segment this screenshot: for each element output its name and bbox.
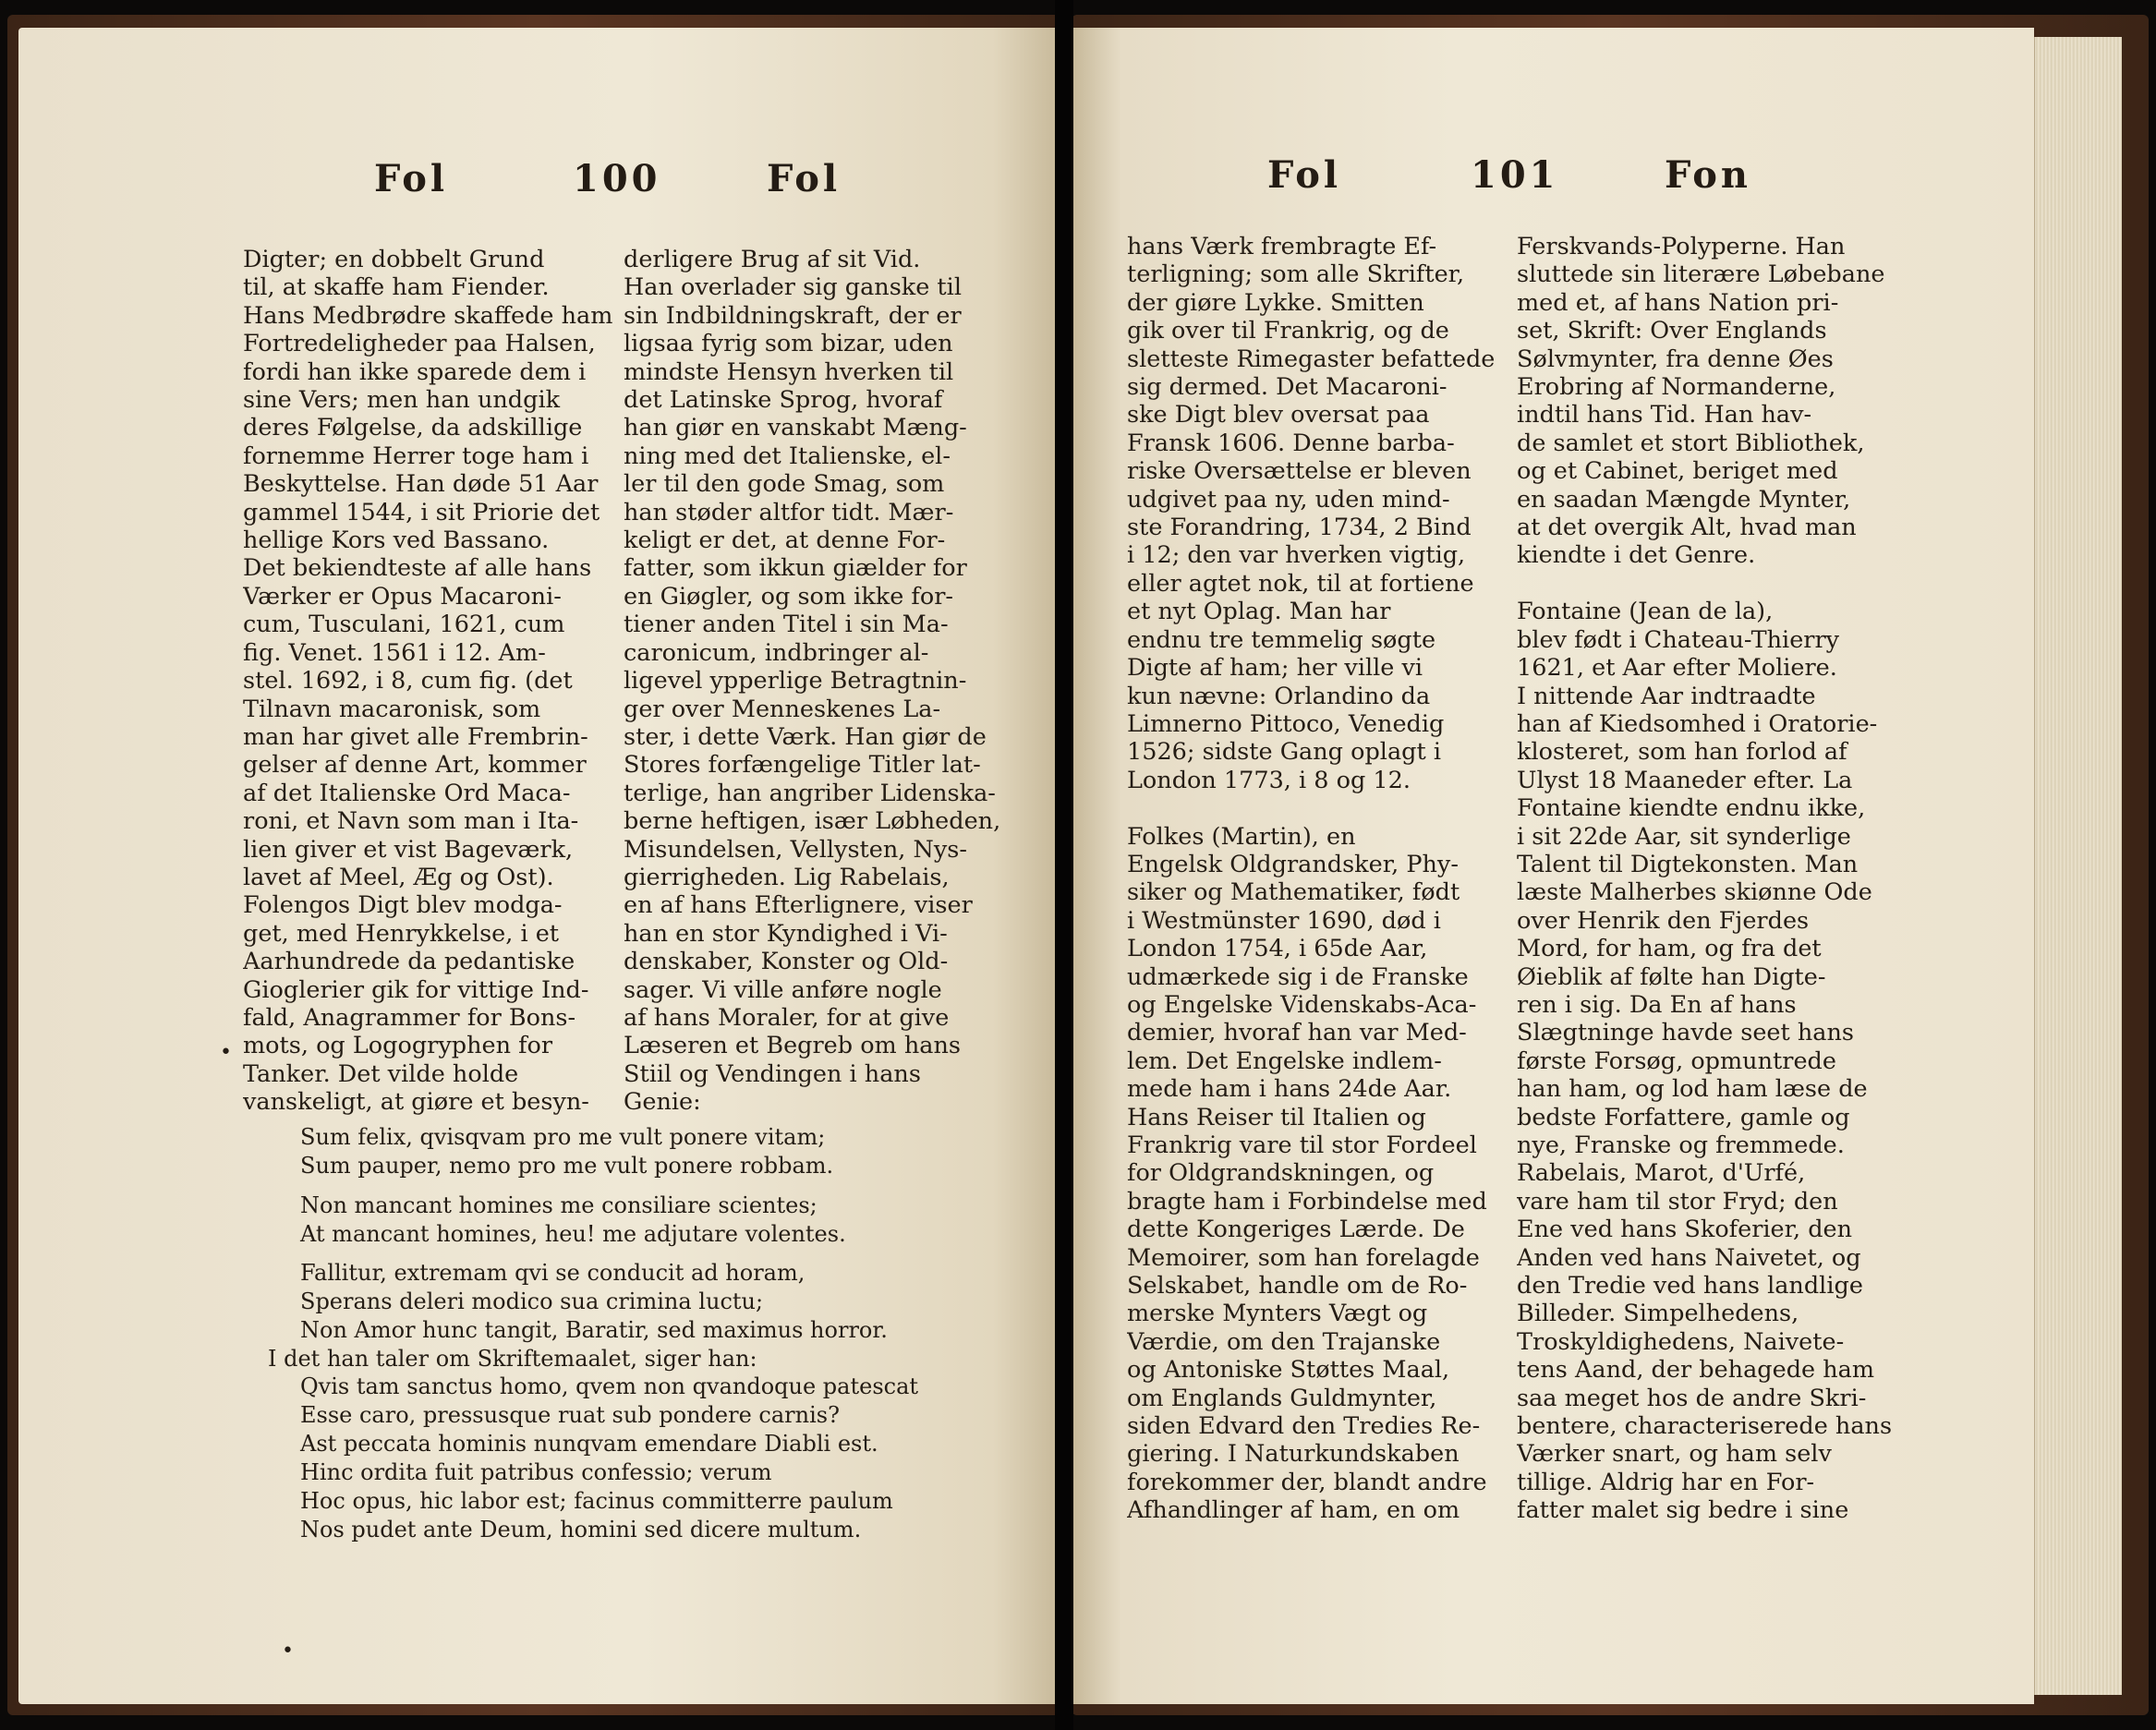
text-line: fatter malet sig bedre i sine	[1517, 1496, 1849, 1525]
text-line: gelser af denne Art, kommer	[243, 751, 587, 780]
text-line: han en stor Kyndighed i Vi-	[624, 919, 948, 948]
text-line: første Forsøg, opmuntrede	[1517, 1046, 1836, 1075]
text-line: indtil hans Tid. Han hav-	[1517, 401, 1812, 429]
text-line: get, med Henrykkelse, i et	[243, 919, 560, 948]
text-line: fig. Venet. 1561 i 12. Am-	[243, 638, 546, 667]
page-block-edge	[2034, 37, 2122, 1695]
text-line: af det Italienske Ord Maca-	[243, 779, 571, 807]
text-line: Engelsk Oldgrandsker, Phy-	[1127, 850, 1459, 878]
text-line: han af Kiedsomhed i Oratorie-	[1517, 709, 1878, 738]
text-line: Aarhundrede da pedantiske	[243, 948, 575, 976]
verse-block-4	[300, 1373, 918, 1544]
text-line: Værker snart, og ham selv	[1517, 1440, 1832, 1469]
text-line: kun nævne: Orlandino da	[1127, 682, 1431, 710]
text-line: fordi han ikke sparede dem i	[243, 357, 587, 386]
text-line: fatter, som ikkun giælder for	[624, 554, 967, 583]
text-line: ren i sig. Da En af hans	[1517, 990, 1797, 1019]
text-line: blev født i Chateau-Thierry	[1517, 625, 1840, 654]
text-line: Troskyldighedens, Naivete-	[1517, 1327, 1845, 1356]
text-line: sager. Vi ville anføre nogle	[624, 975, 942, 1004]
text-line: Billeder. Simpelhedens,	[1517, 1300, 1799, 1328]
text-line: Han overlader sig ganske til	[624, 273, 962, 302]
text-line: Læseren et Begreb om hans	[624, 1032, 961, 1060]
text-line: en Giøgler, og som ikke for-	[624, 582, 954, 611]
text-line: udmærkede sig i de Franske	[1127, 962, 1469, 991]
left-page-column-1	[243, 246, 620, 1117]
text-line: Fransk 1606. Denne barba-	[1127, 429, 1455, 457]
text-line: forekommer der, blandt andre	[1127, 1468, 1487, 1496]
text-line: mede ham i hans 24de Aar.	[1127, 1075, 1452, 1104]
text-line: gierrigheden. Lig Rabelais,	[624, 863, 950, 891]
verse-line: Sum felix, qvisqvam pro me vult ponere vitam;	[300, 1124, 826, 1150]
verse-line: Ast peccata hominis nunqvam emendare Diabli est.	[300, 1431, 878, 1457]
text-line: det Latinske Sprog, hvoraf	[624, 386, 943, 415]
text-line: Limnerno Pittoco, Venedig	[1127, 709, 1445, 738]
text-line: fornemme Herrer toge ham i	[243, 442, 589, 470]
text-line: Slægtninge havde seet hans	[1517, 1019, 1854, 1047]
text-line: Tanker. Det vilde holde	[243, 1059, 519, 1088]
text-line: man har givet alle Frembrin-	[243, 722, 588, 751]
text-line: Sølvmynter, fra denne Øes	[1517, 345, 1834, 373]
text-line: Hans Medbrødre skaffede ham	[243, 301, 613, 330]
left-page-number: 100	[573, 157, 661, 200]
text-line: med et, af hans Nation pri-	[1517, 288, 1839, 317]
text-line: Fortredeligheder paa Halsen,	[243, 330, 596, 358]
text-line: vare ham til stor Fryd; den	[1517, 1187, 1838, 1216]
book-gutter	[1055, 0, 1073, 1730]
text-line: Frankrig vare til stor Fordeel	[1127, 1131, 1477, 1159]
text-line: Fontaine (Jean de la),	[1517, 598, 1774, 626]
right-page-header	[1073, 153, 2034, 218]
text-line: demier, hvoraf han var Med-	[1127, 1019, 1467, 1047]
text-line: Gioglerier gik for vittige Ind-	[243, 975, 589, 1004]
left-page-header	[18, 157, 1055, 222]
text-line: sin Indbildningskraft, der er	[624, 301, 962, 330]
text-line: og et Cabinet, beriget med	[1517, 457, 1838, 486]
text-line: Værker er Opus Macaroni-	[243, 582, 562, 611]
text-line: udgivet paa ny, uden mind-	[1127, 485, 1450, 514]
text-line: Folengos Digt blev modga-	[243, 891, 563, 920]
verse-block-2	[300, 1192, 846, 1249]
text-line: ste Forandring, 1734, 2 Bind	[1127, 514, 1472, 542]
text-line: roni, et Navn som man i Ita-	[243, 807, 579, 836]
text-line: derligere Brug af sit Vid.	[624, 246, 921, 273]
text-line: i sit 22de Aar, sit synderlige	[1517, 822, 1851, 851]
text-line: lien giver et vist Bageværk,	[243, 835, 574, 864]
text-line	[1517, 570, 1905, 598]
text-line: lavet af Meel, Æg og Ost).	[243, 863, 554, 891]
verse-line: Sperans deleri modico sua crimina luctu;	[300, 1288, 764, 1314]
text-line: klosteret, som han forlod af	[1517, 738, 1847, 767]
text-line: set, Skrift: Over Englands	[1517, 317, 1827, 345]
verse-line: Non Amor hunc tangit, Baratir, sed maximus horror.	[300, 1317, 888, 1343]
text-line: 1526; sidste Gang oplagt i	[1127, 738, 1441, 767]
text-line: i 12; den var hverken vigtig,	[1127, 541, 1466, 570]
text-line: Erobring af Normanderne,	[1517, 373, 1836, 402]
text-line: endnu tre temmelig søgte	[1127, 625, 1436, 654]
verse-line: At mancant homines, heu! me adjutare volentes.	[300, 1221, 846, 1247]
text-line: eller agtet nok, til at fortiene	[1127, 569, 1474, 598]
verse-block-1	[300, 1123, 833, 1180]
text-line: tiener anden Titel i sin Ma-	[624, 611, 949, 639]
text-line: hans Værk frembragte Ef-	[1127, 233, 1437, 260]
text-line: gammel 1544, i sit Priorie det	[243, 498, 600, 526]
verse-line: Hoc opus, hic labor est; facinus committerre paulum	[300, 1488, 893, 1514]
text-line: ligevel ypperlige Betragtnin-	[624, 667, 967, 696]
text-line: vanskeligt, at giøre et besyn-	[243, 1088, 589, 1117]
text-line: en saadan Mængde Mynter,	[1517, 485, 1851, 514]
text-line: Ulyst 18 Maaneder efter. La	[1517, 766, 1853, 794]
text-line: riske Oversættelse er bleven	[1127, 457, 1472, 486]
right-page	[1073, 28, 2034, 1704]
text-line: mots, og Logogryphen for	[243, 1032, 553, 1060]
text-line: læste Malherbes skiønne Ode	[1517, 878, 1872, 907]
text-line: Digter; en dobbelt Grund	[243, 246, 545, 273]
text-line: 1621, et Aar efter Moliere.	[1517, 654, 1837, 683]
text-line: Genie:	[624, 1088, 701, 1117]
text-line: London 1773, i 8 og 12.	[1127, 766, 1411, 794]
text-line: et nyt Oplag. Man har	[1127, 598, 1391, 626]
text-line: giering. I Naturkundskaben	[1127, 1440, 1460, 1469]
text-line: nye, Franske og fremmede.	[1517, 1131, 1845, 1159]
prose-intro-line	[268, 1345, 757, 1373]
text-line: hellige Kors ved Bassano.	[243, 526, 550, 555]
text-line: der giøre Lykke. Smitten	[1127, 288, 1424, 317]
text-line: Afhandlinger af ham, en om	[1127, 1496, 1460, 1525]
verse-line: Qvis tam sanctus homo, qvem non qvandoque patescat	[300, 1373, 919, 1399]
text-line: I nittende Aar indtraadte	[1517, 682, 1816, 710]
text-line: Værdie, om den Trajanske	[1127, 1327, 1441, 1356]
text-line: siker og Mathematiker, født	[1127, 878, 1460, 907]
text-line: og Antoniske Støttes Maal,	[1127, 1356, 1450, 1385]
text-line: bedste Forfattere, gamle og	[1517, 1103, 1850, 1131]
verse-line: Hinc ordita fuit patribus confessio; verum	[300, 1459, 772, 1485]
text-line: siden Edvard den Tredies Re-	[1127, 1412, 1481, 1441]
text-line: berne heftigen, især Løbheden,	[624, 807, 1001, 836]
text-line: ster, i dette Værk. Han giør de	[624, 722, 987, 751]
text-line: sletteste Rimegaster befattede	[1127, 345, 1496, 373]
text-line: Tilnavn macaronisk, som	[243, 695, 541, 723]
text-line: ler til den gode Smag, som	[624, 470, 945, 499]
text-line: Rabelais, Marot, d'Urfé,	[1517, 1159, 1806, 1188]
verse-block-3	[300, 1259, 888, 1345]
text-line: Anden ved hans Naivetet, og	[1517, 1243, 1861, 1272]
left-page	[18, 28, 1055, 1704]
text-line	[1127, 794, 1496, 822]
text-line: ning med det Italienske, el-	[624, 442, 951, 470]
text-line: sine Vers; men han undgik	[243, 386, 561, 415]
text-line: bragte ham i Forbindelse med	[1127, 1187, 1487, 1216]
text-line: for Oldgrandskningen, og	[1127, 1159, 1435, 1188]
text-line: Fontaine kiendte endnu ikke,	[1517, 794, 1866, 823]
text-line: cum, Tusculani, 1621, cum	[243, 611, 565, 639]
right-page-column-2	[1517, 233, 1905, 1525]
text-line: han ham, og lod ham læse de	[1517, 1075, 1868, 1104]
text-line: tens Aand, der behagede ham	[1517, 1356, 1875, 1385]
text-line: London 1754, i 65de Aar,	[1127, 935, 1428, 963]
right-page-column-1	[1127, 233, 1496, 1525]
text-line: denskaber, Konster og Old-	[624, 948, 949, 976]
text-line: tillige. Aldrig har en For-	[1517, 1468, 1815, 1496]
text-line: Selskabet, handle om de Ro-	[1127, 1272, 1468, 1301]
text-line: keligt er det, at denne For-	[624, 526, 946, 555]
text-line: Mord, for ham, og fra det	[1517, 935, 1822, 963]
text-line: i Westmünster 1690, død i	[1127, 906, 1441, 935]
text-line: merske Mynters Vægt og	[1127, 1300, 1428, 1328]
text-line: sluttede sin literære Løbebane	[1517, 260, 1885, 289]
left-header-left-word: Fol	[374, 157, 449, 200]
left-header-right-word: Fol	[767, 157, 842, 200]
ink-mark: •	[220, 1041, 232, 1064]
text-line: Memoirer, som han forelagde	[1127, 1243, 1480, 1272]
text-line: Det bekiendteste af alle hans	[243, 554, 592, 583]
text-line: lem. Det Engelske indlem-	[1127, 1046, 1442, 1075]
text-line: terlige, han angriber Lidenska-	[624, 779, 996, 807]
verse-line: Sum pauper, nemo pro me vult ponere robbam.	[300, 1153, 834, 1179]
verse-line: Non mancant homines me consiliare scientes;	[300, 1192, 818, 1218]
text-line: Folkes (Martin), en	[1127, 822, 1356, 851]
verse-line: Esse caro, pressusque ruat sub pondere carnis?	[300, 1402, 840, 1428]
text-line: terligning; som alle Skrifter,	[1127, 260, 1465, 289]
text-line: af hans Moraler, for at give	[624, 1003, 950, 1032]
text-line: Ene ved hans Skoferier, den	[1517, 1216, 1853, 1244]
text-line: Ferskvands-Polyperne. Han	[1517, 233, 1846, 260]
text-line: og Engelske Videnskabs-Aca-	[1127, 990, 1477, 1019]
text-line: Talent til Digtekonsten. Man	[1517, 850, 1859, 878]
right-page-number: 101	[1471, 153, 1559, 197]
text-line: han giør en vanskabt Mæng-	[624, 414, 967, 442]
right-header-left-word: Fol	[1267, 153, 1342, 197]
left-page-column-2	[624, 246, 1019, 1117]
text-line: fald, Anagrammer for Bons-	[243, 1003, 576, 1032]
text-line: dette Kongeriges Lærde. De	[1127, 1216, 1465, 1244]
text-line: Øieblik af følte han Digte-	[1517, 962, 1826, 991]
text-line: den Tredie ved hans landlige	[1517, 1272, 1863, 1301]
text-line: Stiil og Vendingen i hans	[624, 1059, 921, 1088]
text-line: over Henrik den Fjerdes	[1517, 906, 1810, 935]
text-line: at det overgik Alt, hvad man	[1517, 514, 1857, 542]
text-line: saa meget hos de andre Skri-	[1517, 1384, 1867, 1412]
text-line: mindste Hensyn hverken til	[624, 357, 954, 386]
text-line: sig dermed. Det Macaroni-	[1127, 373, 1447, 402]
text-line: Digte af ham; her ville vi	[1127, 654, 1423, 683]
text-line: Misundelsen, Vellysten, Nys-	[624, 835, 967, 864]
text-line: ger over Menneskenes La-	[624, 695, 941, 723]
text-line: Hans Reiser til Italien og	[1127, 1103, 1426, 1131]
text-line: stel. 1692, i 8, cum fig. (det	[243, 667, 573, 696]
text-line: en af hans Efterlignere, viser	[624, 891, 973, 920]
right-header-right-word: Fon	[1665, 153, 1751, 197]
prose-line: I det han taler om Skriftemaalet, siger han:	[268, 1346, 757, 1372]
text-line: bentere, characteriserede hans	[1517, 1412, 1893, 1441]
text-line: Beskyttelse. Han døde 51 Aar	[243, 470, 599, 499]
text-line: caronicum, indbringer al-	[624, 638, 929, 667]
text-line: han støder altfor tidt. Mær-	[624, 498, 954, 526]
text-line: de samlet et stort Bibliothek,	[1517, 429, 1865, 457]
verse-line: Nos pudet ante Deum, homini sed dicere multum.	[300, 1517, 862, 1542]
text-line: deres Følgelse, da adskillige	[243, 414, 583, 442]
ink-mark: •	[282, 1639, 294, 1663]
text-line: Stores forfængelige Titler lat-	[624, 751, 981, 780]
text-line: til, at skaffe ham Fiender.	[243, 273, 550, 302]
text-line: ligsaa fyrig som bizar, uden	[624, 330, 953, 358]
text-line: gik over til Frankrig, og de	[1127, 317, 1449, 345]
verse-line: Fallitur, extremam qvi se conducit ad horam,	[300, 1260, 805, 1286]
text-line: om Englands Guldmynter,	[1127, 1384, 1437, 1412]
text-line: ske Digt blev oversat paa	[1127, 401, 1430, 429]
text-line: kiendte i det Genre.	[1517, 541, 1756, 570]
